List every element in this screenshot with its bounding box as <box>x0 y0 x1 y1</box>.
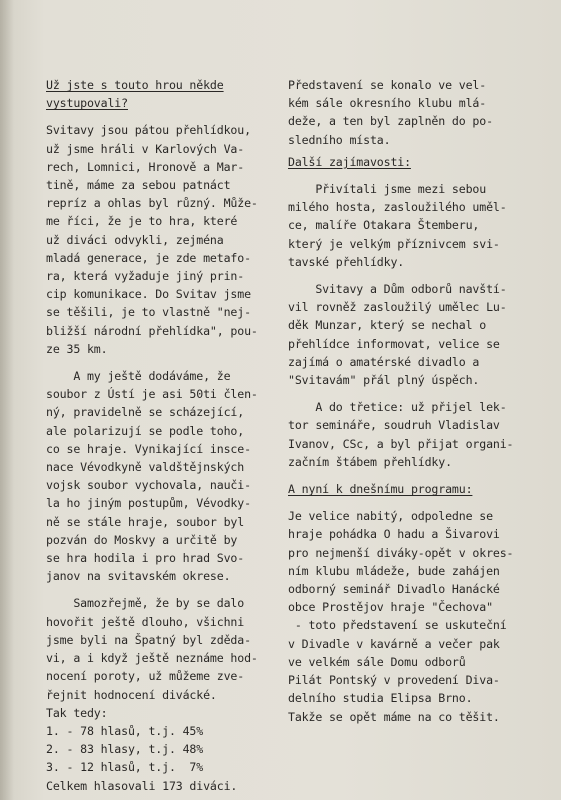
text-line: la ho jiným postupům, Vévodky- <box>46 496 251 511</box>
text-line: ze 35 km. <box>46 341 108 356</box>
text-line: Samozřejmě, že by se dalo <box>46 596 245 611</box>
text-line: bližší národní přehlídka", pou- <box>46 323 258 338</box>
text-line: řejnit hodnocení divácké. <box>46 687 217 702</box>
text-line: ve velkém sále Domu odborů <box>288 654 466 669</box>
text-line: pozván do Moskvy a určitě by <box>46 532 238 547</box>
paragraph-prehlidky <box>46 121 272 358</box>
paragraph-soubor <box>46 367 272 585</box>
text-line: Tak tedy: <box>46 705 108 720</box>
vote-result-line: 2. - 83 hlasy, t.j. 48% <box>46 742 204 757</box>
text-line: ce, malíře Otakara Štemberu, <box>288 218 480 233</box>
text-line: - toto představení se uskuteční <box>288 618 507 633</box>
text-line: me říci, že je to hra, které <box>46 214 238 229</box>
text-line: pro nejmenší diváky-opět v okres- <box>288 545 514 560</box>
text-line: janov na svitavském okrese. <box>46 569 231 584</box>
text-line: mladá generace, je zde metafo- <box>46 250 251 265</box>
paragraph-predstaveni <box>288 76 526 149</box>
paragraph-lektor <box>288 398 526 471</box>
text-line: vojsk soubor vychovala, nauči- <box>46 478 251 493</box>
text-line: nace Vévodkyně valdštějnských <box>46 460 245 475</box>
text-line: nocení poroty, už můžeme zve- <box>46 669 245 684</box>
page-edge-shadow <box>0 0 14 800</box>
text-line: "Svitavám" přál plný úspěch. <box>288 373 480 388</box>
vote-result-line: 1. - 78 hlasů, t.j. 45% <box>46 723 204 738</box>
text-line: deže, a ten byl zaplněn do po- <box>288 114 493 129</box>
text-line: sledního místa. <box>288 132 391 147</box>
text-line: A do třetice: už přijel lek- <box>288 400 507 415</box>
text-line: jsme byli na Špatný byl zděda- <box>46 632 251 647</box>
text-line: obce Prostějov hraje "Čechova" <box>288 600 493 615</box>
text-line: co se hraje. Vynikající insce- <box>46 441 251 456</box>
left-column <box>46 76 272 795</box>
text-line: Svitavy a Dům odborů navští- <box>288 282 507 297</box>
heading-dnesni-program: A nyní k dnešnímu programu: <box>288 482 473 497</box>
right-column <box>288 76 526 726</box>
text-line: Svitavy jsou pátou přehlídkou, <box>46 123 251 138</box>
heading-line: Už jste s touto hrou někde <box>46 78 224 92</box>
text-line: který je velkým příznivcem svi- <box>288 236 500 251</box>
text-line: rech, Lomnici, Hronově a Mar- <box>46 159 245 174</box>
paragraph-hodnoceni <box>46 594 272 794</box>
text-line: v Divadle v kavárně a večer pak <box>288 636 500 651</box>
text-line: tor semináře, soudruh Vladislav <box>288 418 500 433</box>
text-line: děk Munzar, který se nechal o <box>288 318 487 333</box>
text-line: A my ještě dodáváme, že <box>46 369 231 384</box>
text-line: Představení se konalo ve vel- <box>288 78 487 92</box>
text-line: Takže se opět máme na co těšit. <box>288 709 500 724</box>
text-line: cip komunikace. Do Svitav jsme <box>46 287 251 302</box>
paragraph-munzar <box>288 280 526 389</box>
vote-result-line: 3. - 12 hlasů, t.j. 7% <box>46 760 204 775</box>
text-line: vil rovněž zasloužilý umělec Lu- <box>288 300 507 315</box>
text-line: delního studia Elipsa Brno. <box>288 691 473 706</box>
text-line: už jsme hráli v Karlových Va- <box>46 141 245 156</box>
text-line: ale polarizují se podle toho, <box>46 423 245 438</box>
text-line: milého hosta, zasloužilého uměl- <box>288 200 507 215</box>
text-line: ním klubu mládeže, bude zahájen <box>288 563 500 578</box>
text-line: tavské přehlídky. <box>288 254 405 269</box>
text-line: Je velice nabitý, odpoledne se <box>288 509 493 524</box>
text-line: hovořit ještě dlouho, všichni <box>46 614 245 629</box>
text-line: hraje pohádka O hadu a Šivarovi <box>288 527 500 542</box>
vote-total-line: Celkem hlasovali 173 diváci. <box>46 778 238 793</box>
text-line: ně se stále hraje, soubor byl <box>46 514 245 529</box>
text-line: tině, máme za sebou patnáct <box>46 178 231 193</box>
text-line: se těšili, je to vlastně "nej- <box>46 305 251 320</box>
text-line: repríz a ohlas byl různý. Může- <box>46 196 258 211</box>
text-line: přehlídce informovat, velice se <box>288 336 500 351</box>
text-line: se hra hodila i pro hrad Svo- <box>46 551 245 566</box>
text-line: Ivanov, CSc, a byl přijat organi- <box>288 436 514 451</box>
text-line: Pilát Pontský v provedení Diva- <box>288 673 500 688</box>
text-line: ra, která vyžaduje jiný prin- <box>46 269 245 284</box>
text-line: kém sále okresního klubu mlá- <box>288 96 487 111</box>
text-line: zajímá o amatérské divadlo a <box>288 354 480 369</box>
text-line: soubor z Ústí je asi 50ti člen- <box>46 387 258 402</box>
text-line: už diváci odvykli, zejména <box>46 232 224 247</box>
left-heading <box>46 76 272 112</box>
text-line: vi, a i když ještě neznáme hod- <box>46 651 258 666</box>
heading-line: vystupovali? <box>46 96 128 111</box>
text-line: začním štábem přehlídky. <box>288 454 452 469</box>
paragraph-host <box>288 180 526 271</box>
text-line: odborný seminář Divadlo Hanácké <box>288 582 500 597</box>
heading-dalsi-zajimavosti: Další zajímavosti: <box>288 154 411 169</box>
text-line: ný, pravidelně se scházející, <box>46 405 245 420</box>
paragraph-program <box>288 507 526 725</box>
text-line: Přivítali jsme mezi sebou <box>288 182 487 197</box>
